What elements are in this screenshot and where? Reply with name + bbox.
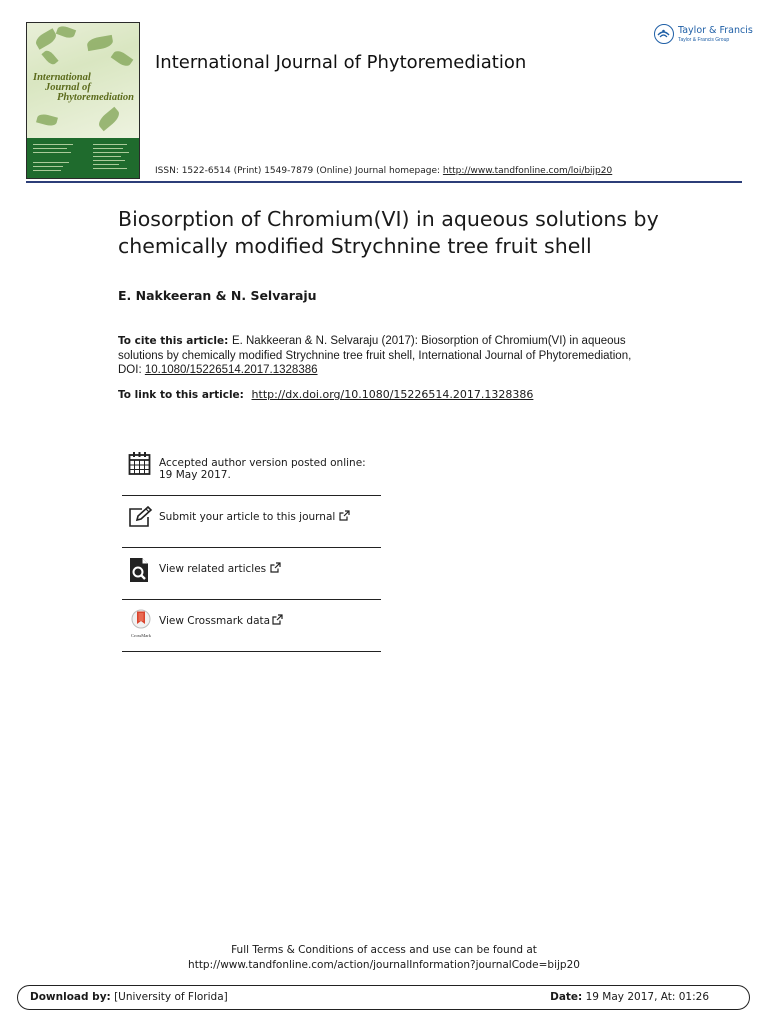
external-link-icon (270, 562, 281, 573)
submit-article-label: Submit your article to this journal (159, 511, 336, 523)
submit-article-link[interactable] (159, 510, 379, 523)
accepted-version-item (122, 443, 381, 496)
calendar-icon (128, 451, 152, 479)
cover-title-line: International (33, 72, 91, 83)
related-search-icon (128, 557, 152, 585)
accepted-version-text: Accepted author version posted online: 19 May 2017. (159, 457, 366, 481)
link-label: To link to this article: (118, 389, 248, 401)
cover-band (27, 138, 139, 178)
journal-homepage-link[interactable]: http://www.tandfonline.com/loi/bijp20 (442, 166, 613, 176)
cover-title-line: Phytoremediation (57, 92, 134, 103)
crossmark-item[interactable] (122, 600, 381, 652)
leaf-decoration (41, 48, 58, 66)
cite-label: To cite this article: (118, 335, 232, 347)
publisher-subname: Taylor & Francis Group (678, 37, 730, 43)
terms-url-link[interactable]: http://www.tandfonline.com/action/journalInformation?journalCode=bijp20 (188, 959, 580, 971)
doi-link[interactable]: 10.1080/15226514.2017.1328386 (144, 364, 318, 376)
download-value: [University of Florida] (110, 991, 228, 1003)
cover-title (33, 73, 137, 103)
download-by (30, 991, 228, 1003)
leaf-decoration (56, 24, 76, 40)
download-label: Download by: (30, 991, 111, 1003)
crossmark-link[interactable] (159, 614, 379, 627)
publisher-logo[interactable] (654, 22, 753, 46)
crossmark-caption: CrossMark (131, 633, 151, 638)
submit-article-item[interactable] (122, 496, 381, 548)
leaf-decoration (33, 28, 58, 49)
article-link-line (118, 388, 533, 401)
article-authors: E. Nakkeeran & N. Selvaraju (118, 288, 317, 303)
issn-line (155, 166, 612, 176)
date-label: Date: (550, 991, 583, 1003)
cover-title-line: Journal of (45, 82, 91, 93)
cite-text: E. Nakkeeran & N. Selvaraju (2017): Biosorption of Chromium(VI) in aqueous solutions by chemically modified Strychnine tree fruit shell, International Journal of Phytoremediation, DOI: (118, 335, 632, 376)
crossmark-icon (128, 609, 152, 637)
external-link-icon (339, 510, 350, 521)
publisher-name: Taylor & Francis (678, 25, 753, 36)
citation-block (118, 334, 638, 378)
article-url-link[interactable]: http://dx.doi.org/10.1080/15226514.2017.1328386 (251, 388, 534, 401)
cover-artwork (27, 23, 139, 138)
terms-notice (0, 943, 768, 973)
terms-line-1: Full Terms & Conditions of access and use can be found at (231, 944, 537, 956)
article-actions-list (122, 443, 381, 652)
related-articles-item[interactable] (122, 548, 381, 600)
leaf-decoration (36, 113, 58, 128)
date-value: 19 May 2017, At: 01:26 (582, 991, 709, 1003)
crossmark-label: View Crossmark data (159, 615, 271, 627)
journal-cover-image (26, 22, 140, 179)
related-articles-label: View related articles (159, 563, 267, 575)
related-articles-link[interactable] (159, 562, 379, 575)
article-title: Biosorption of Chromium(VI) in aqueous solutions by chemically modified Strychnine tree fruit shell (118, 207, 659, 258)
leaf-decoration (111, 48, 134, 68)
header-divider (26, 181, 742, 183)
external-link-icon (272, 614, 283, 625)
leaf-decoration (96, 107, 122, 132)
leaf-decoration (86, 35, 114, 51)
submit-edit-icon (128, 506, 152, 534)
download-info-bar (17, 985, 750, 1010)
download-date (550, 991, 709, 1003)
publisher-logo-icon (654, 24, 674, 44)
issn-text: ISSN: 1522-6514 (Print) 1549-7879 (Online) Journal homepage: (155, 166, 443, 176)
journal-title: International Journal of Phytoremediation (155, 52, 527, 73)
